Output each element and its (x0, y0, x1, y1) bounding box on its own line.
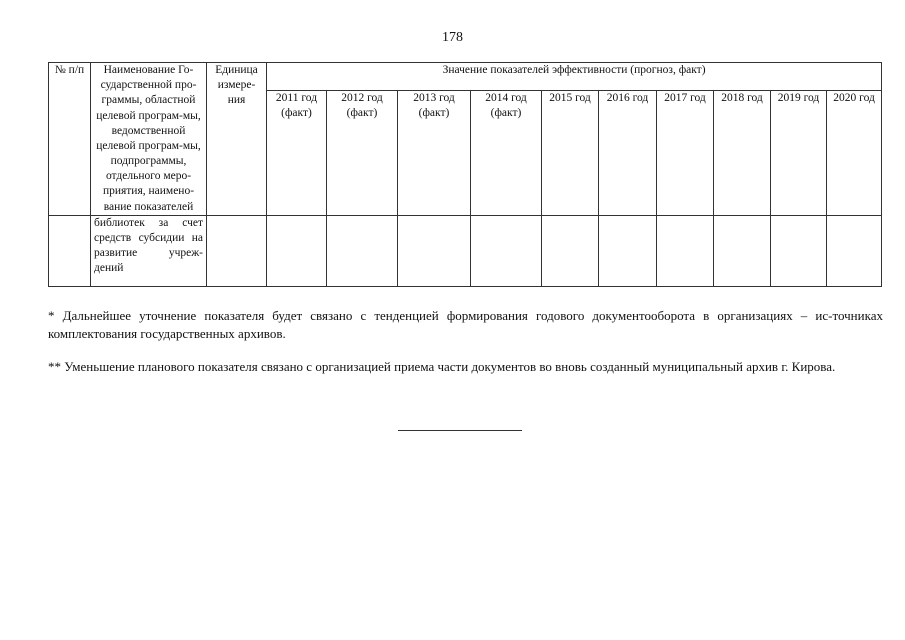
header-year: 2013 год (факт) (398, 90, 471, 215)
row-value-cell (657, 215, 714, 286)
header-year: 2014 год (факт) (471, 90, 542, 215)
header-year: 2015 год (542, 90, 599, 215)
header-indicator-values: Значение показателей эффективности (прогноз, факт) (267, 63, 882, 91)
header-year: 2018 год (714, 90, 771, 215)
row-number-cell (49, 215, 91, 286)
row-value-cell (267, 215, 327, 286)
row-name-cell: библиотек за счет средств субсидии на развитие учреж-дений (91, 215, 207, 286)
row-value-cell (599, 215, 657, 286)
header-year: 2016 год (599, 90, 657, 215)
header-year: 2020 год (827, 90, 882, 215)
row-value-cell (398, 215, 471, 286)
header-program-name: Наименование Го-сударственной про-граммы, областной целевой програм-мы, ведомственной целевой програм-мы, подпрограммы, отдельного меро-приятия, наимено-вание показателей (91, 63, 207, 216)
header-year: 2012 год (факт) (327, 90, 398, 215)
header-number: № п/п (49, 63, 91, 216)
row-value-cell (714, 215, 771, 286)
row-value-cell (327, 215, 398, 286)
table-row (49, 215, 882, 286)
row-value-cell (827, 215, 882, 286)
footnote-1: * Дальнейшее уточнение показателя будет связано с тенденцией формирования годового документооборота в организациях – ис-точниках комплектования государственных архивов. (48, 308, 883, 342)
header-year: 2017 год (657, 90, 714, 215)
page-number: 178 (442, 30, 463, 45)
footnote-2: ** Уменьшение планового показателя связано с организацией приема части документов во вновь созданный муниципальный архив г. Кирова. (48, 359, 836, 374)
indicator-table (48, 62, 882, 287)
row-value-cell (771, 215, 827, 286)
end-divider (398, 430, 522, 431)
table-header-row (49, 63, 882, 91)
header-year: 2019 год (771, 90, 827, 215)
header-year: 2011 год (факт) (267, 90, 327, 215)
row-unit-cell (207, 215, 267, 286)
row-value-cell (471, 215, 542, 286)
header-unit: Единица измере-ния (207, 63, 267, 216)
row-value-cell (542, 215, 599, 286)
